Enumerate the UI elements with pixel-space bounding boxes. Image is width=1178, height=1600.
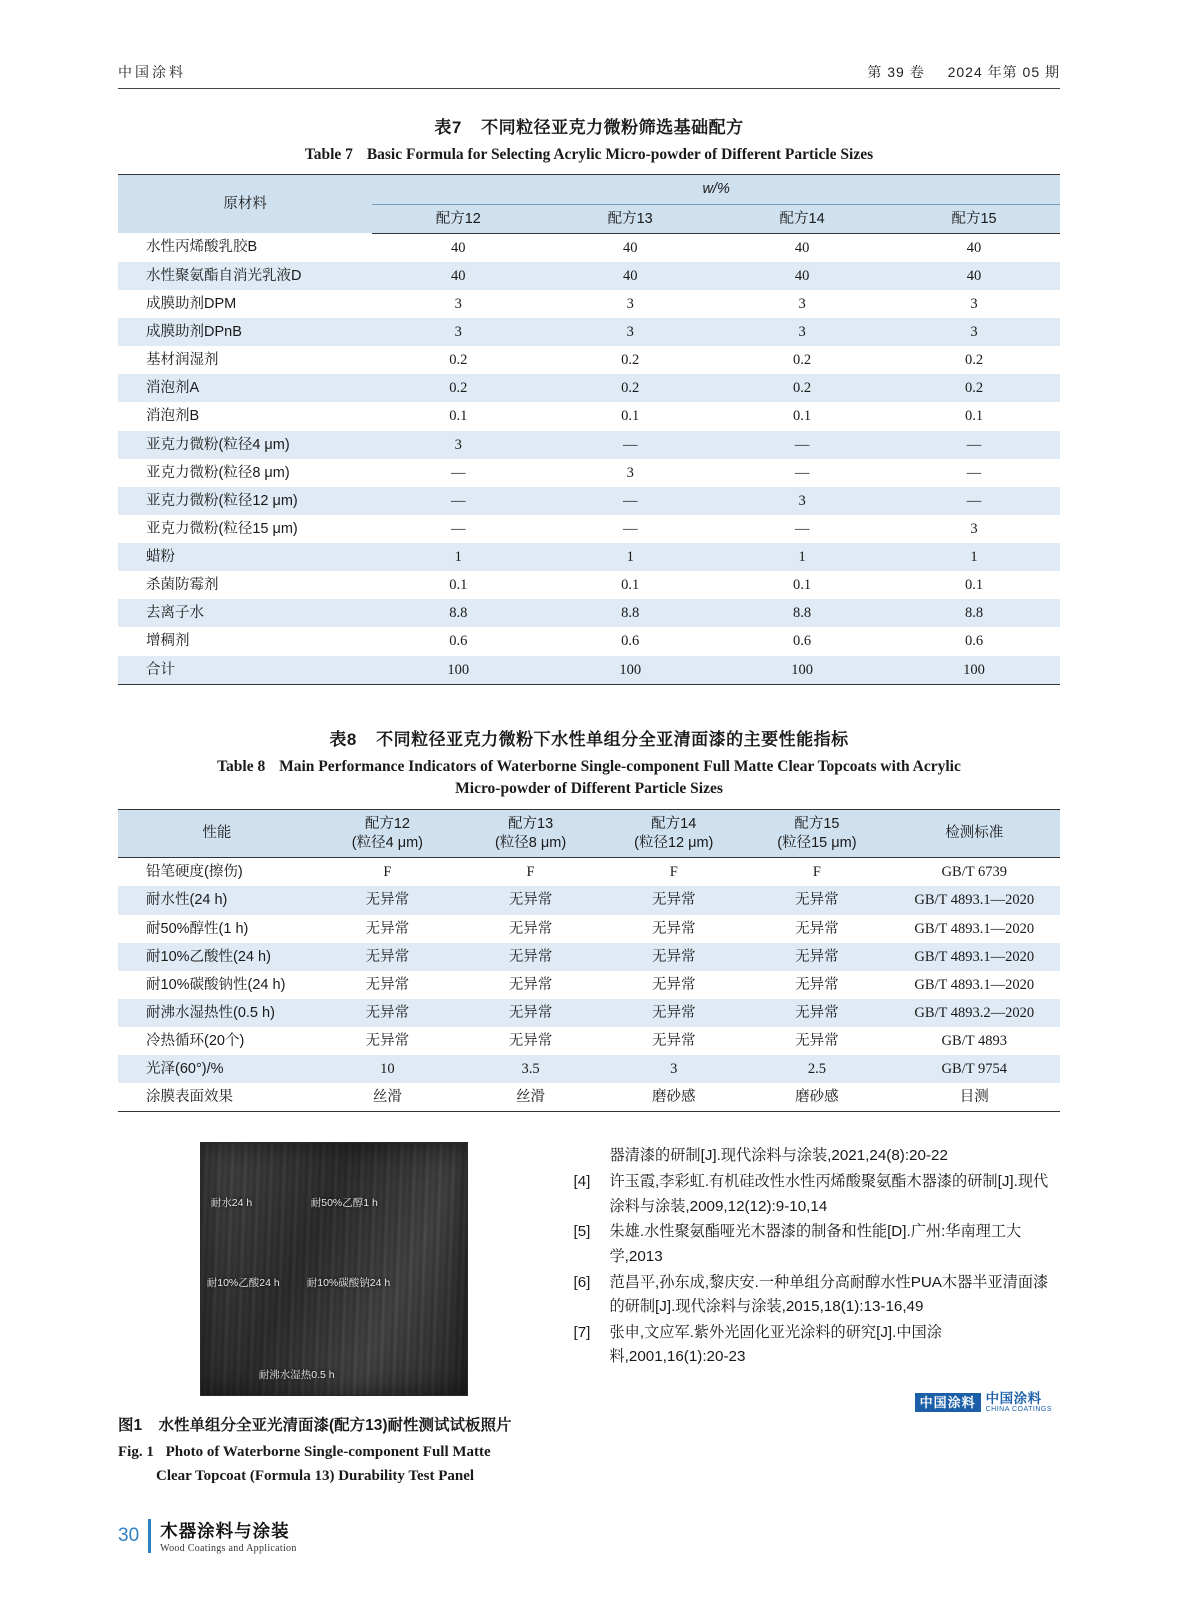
- cell: 无异常: [745, 999, 888, 1027]
- table8-label-cn: 表8: [329, 729, 357, 749]
- cell: 40: [544, 262, 716, 290]
- reference-item: [573, 1220, 1060, 1269]
- cell: —: [794, 464, 810, 481]
- cell: 无异常: [795, 920, 839, 937]
- reference-text: 范昌平,孙东成,黎庆安.一种单组分高耐醇水性PUA木器半亚清面漆的研制[J].现代涂料与涂装,2015,18(1):13-16,49: [609, 1273, 1049, 1316]
- cell: 0.2: [449, 352, 468, 369]
- table-row: [118, 431, 1060, 459]
- cell-standard: 目测: [889, 1083, 1061, 1112]
- table-row: [118, 233, 1060, 262]
- table-row: [118, 318, 1060, 346]
- cell: 0.1: [793, 577, 812, 594]
- cell: 丝滑: [316, 1083, 459, 1112]
- logo-text: [986, 1392, 1052, 1414]
- volume-label: 第 39 卷: [867, 64, 925, 80]
- footer-section-cn: 木器涂料与涂装: [160, 1521, 290, 1541]
- row-label: 消泡剂B: [146, 408, 200, 425]
- cell: 无异常: [365, 920, 410, 937]
- table-row: [118, 915, 1060, 943]
- cell-standard: GB/T 9754: [889, 1055, 1061, 1083]
- table-row: [118, 402, 1060, 430]
- cell: 1: [716, 543, 888, 571]
- footer-section: [160, 1518, 297, 1554]
- table8-col-formula13: [459, 809, 602, 858]
- table7-col-formula13: 配方13: [544, 204, 716, 233]
- table8-body: [118, 858, 1060, 1112]
- cell: 无异常: [316, 999, 459, 1027]
- figure-title-en-line1: Photo of Waterborne Single-component Full Matte: [165, 1444, 491, 1461]
- cell: 无异常: [459, 943, 602, 971]
- table-row: [118, 543, 1060, 571]
- cell: 无异常: [508, 1033, 553, 1050]
- table7-col-formula12: 配方12: [372, 204, 544, 233]
- cell: 2.5: [745, 1055, 888, 1083]
- col-top: 配方15: [794, 815, 840, 832]
- row-label: 耐10%碳酸钠性(24 h): [146, 976, 286, 993]
- cell: 3: [970, 520, 978, 537]
- table7-header-material: 原材料: [118, 175, 372, 233]
- cell: 无异常: [316, 943, 459, 971]
- test-panel-photo: [200, 1142, 468, 1396]
- table-row: [118, 971, 1060, 999]
- table-row: [118, 886, 1060, 914]
- cell: 40: [966, 239, 982, 256]
- cell: —: [544, 431, 716, 459]
- cell: 3.5: [459, 1055, 602, 1083]
- figure-title-en-line2: Clear Topcoat (Formula 13) Durability Test Panel: [156, 1467, 475, 1484]
- cell: 40: [451, 239, 466, 256]
- cell: 100: [716, 656, 888, 685]
- table7-label-cn: 表7: [434, 118, 462, 137]
- table7-col-formula14: 配方14: [716, 204, 888, 233]
- col-bottom: (粒径15 μm): [777, 834, 857, 851]
- figure-label-cn: 图1: [118, 1417, 143, 1435]
- table-row: [118, 656, 1060, 685]
- cell: 3: [454, 295, 462, 312]
- cell: 无异常: [602, 886, 745, 914]
- reference-number: [7]: [573, 1323, 591, 1341]
- cell: 0.2: [716, 374, 888, 402]
- cell: 0.6: [621, 633, 640, 650]
- cell: 丝滑: [459, 1083, 602, 1112]
- cell: F: [383, 864, 392, 881]
- table7-header-unit: w/%: [372, 175, 1060, 204]
- col-top: 配方12: [364, 815, 410, 832]
- cell: F: [526, 864, 535, 881]
- cell: 3: [626, 464, 634, 481]
- cell-standard: GB/T 4893.1—2020: [889, 943, 1061, 971]
- cell: 无异常: [745, 943, 888, 971]
- cell: 无异常: [602, 943, 745, 971]
- row-label: 去离子水: [118, 599, 372, 627]
- table7: [118, 174, 1060, 684]
- col-top: 配方13: [508, 815, 554, 832]
- cell: 无异常: [795, 1033, 839, 1050]
- cell: 3: [372, 318, 544, 346]
- reference-item: [573, 1271, 1060, 1320]
- table7-body: [118, 233, 1060, 684]
- cell: —: [372, 487, 544, 515]
- table8-col-formula12: [316, 809, 459, 858]
- cell-standard: GB/T 4893.1—2020: [889, 886, 1061, 914]
- cell-standard: GB/T 4893.1—2020: [914, 976, 1035, 993]
- col-top: 配方14: [651, 815, 697, 832]
- table-row: [118, 262, 1060, 290]
- reference-text: 许玉霞,李彩虹.有机硅改性水性丙烯酸聚氨酯木器漆的研制[J].现代涂料与涂装,2009,12(12):9-10,14: [609, 1173, 1049, 1215]
- cell: 40: [794, 239, 810, 256]
- cell: 0.1: [964, 408, 984, 425]
- cell: 0.1: [964, 577, 984, 594]
- cell: F: [812, 864, 821, 881]
- cell: 无异常: [795, 976, 839, 993]
- table-row: [118, 374, 1060, 402]
- table8-header-row: [118, 809, 1060, 858]
- cell: 无异常: [508, 920, 553, 937]
- table7-head: [118, 175, 1060, 233]
- cell: 磨砂感: [745, 1083, 888, 1112]
- footer-divider: [148, 1519, 151, 1553]
- cell: 0.2: [888, 374, 1060, 402]
- cell: 3: [888, 318, 1060, 346]
- col-bottom: (粒径8 μm): [494, 834, 567, 851]
- cell: 0.2: [372, 374, 544, 402]
- row-label: 涂膜表面效果: [118, 1083, 316, 1112]
- cell: 无异常: [459, 999, 602, 1027]
- reference-number: [6]: [573, 1273, 591, 1291]
- cell: 0.2: [964, 352, 984, 369]
- table-row: [118, 515, 1060, 543]
- reference-number: [5]: [573, 1223, 591, 1241]
- cell: —: [451, 520, 466, 537]
- row-label: 亚克力微粉(粒径8 μm): [146, 464, 290, 481]
- row-label: 冷热循环(20个): [146, 1033, 245, 1050]
- table8-caption-en: [118, 756, 1060, 801]
- cell: 0.1: [621, 408, 640, 425]
- cell-standard: GB/T 6739: [941, 864, 1007, 881]
- col-bottom: (粒径12 μm): [634, 834, 714, 851]
- table8-title-cn: 不同粒径亚克力微粉下水性单组分全亚清面漆的主要性能指标: [376, 729, 849, 749]
- cell: —: [888, 431, 1060, 459]
- row-label: 蜡粉: [118, 543, 372, 571]
- table-row: [118, 487, 1060, 515]
- row-label: 耐50%醇性(1 h): [146, 920, 249, 937]
- row-label: 铅笔硬度(擦伤): [146, 864, 243, 881]
- table8-title-en-line1: Main Performance Indicators of Waterborne Single-component Full Matte Clear Topcoats with Acrylic: [279, 757, 961, 775]
- table8-head: [118, 809, 1060, 858]
- cell: 0.2: [793, 352, 812, 369]
- reference-item: [573, 1170, 1060, 1219]
- cell: 磨砂感: [602, 1083, 745, 1112]
- cell: 0.6: [793, 633, 812, 650]
- cell: 3: [716, 318, 888, 346]
- table8-label-en: Table 8: [217, 757, 266, 775]
- cell: 100: [544, 656, 716, 685]
- cell: 0.6: [964, 633, 984, 650]
- cell: 0.1: [621, 577, 640, 594]
- cell: 40: [716, 262, 888, 290]
- footer-section-en: Wood Coatings and Application: [160, 1543, 297, 1554]
- cell: 3: [798, 295, 806, 312]
- row-label: 耐沸水湿热性(0.5 h): [118, 999, 316, 1027]
- cell: 40: [372, 262, 544, 290]
- row-label: 成膜助剂DPM: [146, 295, 237, 312]
- journal-name: 中国涂料: [118, 64, 186, 80]
- table-row: [118, 459, 1060, 487]
- cell: —: [966, 464, 982, 481]
- reference-text: 张申,文应军.紫外光固化亚光涂料的研究[J].中国涂料,2001,16(1):20-23: [609, 1323, 942, 1366]
- cell: 无异常: [651, 1033, 696, 1050]
- cell: 0.2: [544, 374, 716, 402]
- row-label: 亚克力微粉(粒径12 μm): [118, 487, 372, 515]
- cell: 100: [888, 656, 1060, 685]
- cell: 8.8: [716, 599, 888, 627]
- row-label: 合计: [118, 656, 372, 685]
- cell: 8.8: [372, 599, 544, 627]
- cell: 0.1: [449, 408, 468, 425]
- table-row: [118, 1027, 1060, 1055]
- row-label: 杀菌防霉剂: [146, 577, 219, 594]
- row-label: 光泽(60°)/%: [118, 1055, 316, 1083]
- cell: 1: [888, 543, 1060, 571]
- figure-caption-en: [118, 1441, 549, 1488]
- table-row: [118, 290, 1060, 318]
- row-label: 消泡剂A: [118, 374, 372, 402]
- row-label: 耐10%乙酸性(24 h): [118, 943, 316, 971]
- table7-caption: [118, 113, 1060, 166]
- logo-name-cn: 中国涂料: [985, 1391, 1042, 1407]
- table7-col-formula15: 配方15: [888, 204, 1060, 233]
- row-label: 亚克力微粉(粒径15 μm): [146, 520, 298, 537]
- photo-label-boiling: 耐沸水湿热0.5 h: [258, 1369, 335, 1382]
- cell: —: [544, 487, 716, 515]
- row-label: 基材润湿剂: [146, 352, 219, 369]
- row-label: 亚克力微粉(粒径4 μm): [118, 431, 372, 459]
- reference-text: 朱雄.水性聚氨酯哑光木器漆的制备和性能[D].广州:华南理工大学,2013: [609, 1223, 1022, 1265]
- cell: 3: [716, 487, 888, 515]
- cell: —: [716, 431, 888, 459]
- page-number: 30: [118, 1525, 140, 1546]
- table7-header-row-1: [118, 175, 1060, 204]
- table-row: [118, 943, 1060, 971]
- table8-col-formula14: [602, 809, 745, 858]
- cell: 无异常: [602, 999, 745, 1027]
- figure-label-en: Fig. 1: [118, 1444, 154, 1461]
- cell: 10: [316, 1055, 459, 1083]
- cell: 3: [602, 1055, 745, 1083]
- table-row: [118, 571, 1060, 599]
- photo-label-carbonate: 耐10%碳酸钠24 h: [306, 1277, 391, 1290]
- cell: 无异常: [508, 976, 553, 993]
- figure-caption: [118, 1414, 549, 1488]
- cell: 0.2: [621, 352, 640, 369]
- cell: 8.8: [544, 599, 716, 627]
- table8-col-formula15: [745, 809, 888, 858]
- table-row: [118, 599, 1060, 627]
- row-label: 水性聚氨酯自消光乳液D: [118, 262, 372, 290]
- table8-caption-cn: [118, 725, 1060, 750]
- cell: 1: [544, 543, 716, 571]
- cell: 0.6: [449, 633, 468, 650]
- row-label: 增稠剂: [146, 633, 190, 650]
- cell: 无异常: [651, 920, 696, 937]
- issue-info: [867, 62, 1060, 82]
- cell: F: [669, 864, 678, 881]
- figure-column: [118, 1142, 549, 1488]
- cell: 40: [622, 239, 638, 256]
- page-footer: [118, 1518, 297, 1554]
- cell: —: [794, 520, 810, 537]
- cell: 1: [372, 543, 544, 571]
- table-row: [118, 999, 1060, 1027]
- cell: 无异常: [651, 976, 696, 993]
- cell: 3: [970, 295, 978, 312]
- table7-label-en: Table 7: [304, 146, 353, 163]
- cell-standard: GB/T 4893: [941, 1033, 1007, 1050]
- cell: 3: [372, 431, 544, 459]
- cell: —: [888, 487, 1060, 515]
- logo-mark-icon: 中国涂料: [915, 1393, 981, 1412]
- photo-label-alcohol: 耐50%乙醇1 h: [310, 1197, 378, 1210]
- col-bottom: (粒径4 μm): [351, 834, 423, 851]
- figure-caption-cn: [118, 1414, 549, 1438]
- cell: 8.8: [888, 599, 1060, 627]
- photo-label-water: 耐水24 h: [210, 1197, 253, 1210]
- cell: 无异常: [365, 1033, 410, 1050]
- table-row: [118, 1083, 1060, 1112]
- table8-caption: [118, 725, 1060, 801]
- table-row: [118, 346, 1060, 374]
- cell: 0.1: [793, 408, 812, 425]
- cell: 无异常: [365, 976, 410, 993]
- table8-header-property: 性能: [118, 809, 316, 858]
- table8-title-en-line2: Micro-powder of Different Particle Sizes: [455, 780, 723, 798]
- table8-header-standard: 检测标准: [889, 809, 1061, 858]
- reference-continued: 器清漆的研制[J].现代涂料与涂装,2021,24(8):20-22: [609, 1147, 948, 1165]
- cell: 3: [626, 295, 634, 312]
- table-row: [118, 1055, 1060, 1083]
- figure-title-cn: 水性单组分全亚光清面漆(配方13)耐性测试试板照片: [158, 1417, 512, 1435]
- table-row: [118, 627, 1060, 655]
- issue-label: 2024 年第 05 期: [947, 64, 1060, 80]
- cell: 100: [372, 656, 544, 685]
- table7-title-en: Basic Formula for Selecting Acrylic Micro-powder of Different Particle Sizes: [366, 146, 874, 163]
- cell: 无异常: [316, 886, 459, 914]
- cell: —: [622, 520, 638, 537]
- bottom-section: [118, 1142, 1060, 1488]
- table7-caption-cn: [118, 113, 1060, 138]
- table8: [118, 809, 1060, 1113]
- cell-standard: GB/T 4893.2—2020: [889, 999, 1061, 1027]
- cell: 0.1: [449, 577, 468, 594]
- reference-item: [573, 1321, 1060, 1370]
- cell: 无异常: [459, 886, 602, 914]
- running-head: [118, 0, 1060, 89]
- photo-label-acetic: 耐10%乙酸24 h: [206, 1277, 280, 1290]
- table7-caption-en: [118, 144, 1060, 166]
- row-label: 耐水性(24 h): [118, 886, 316, 914]
- cell: 无异常: [745, 886, 888, 914]
- references-column: [573, 1142, 1060, 1488]
- row-label: 成膜助剂DPnB: [118, 318, 372, 346]
- reference-number: [4]: [573, 1173, 591, 1191]
- cell: 3: [544, 318, 716, 346]
- cell-standard: GB/T 4893.1—2020: [914, 920, 1035, 937]
- row-label: 水性丙烯酸乳胶B: [146, 239, 258, 256]
- journal-logo: [573, 1392, 1060, 1414]
- table-row: [118, 858, 1060, 887]
- logo-name-en: CHINA COATINGS: [985, 1406, 1052, 1414]
- cell: 40: [888, 262, 1060, 290]
- cell: —: [451, 464, 466, 481]
- table7-title-cn: 不同粒径亚克力微粉筛选基础配方: [481, 118, 744, 137]
